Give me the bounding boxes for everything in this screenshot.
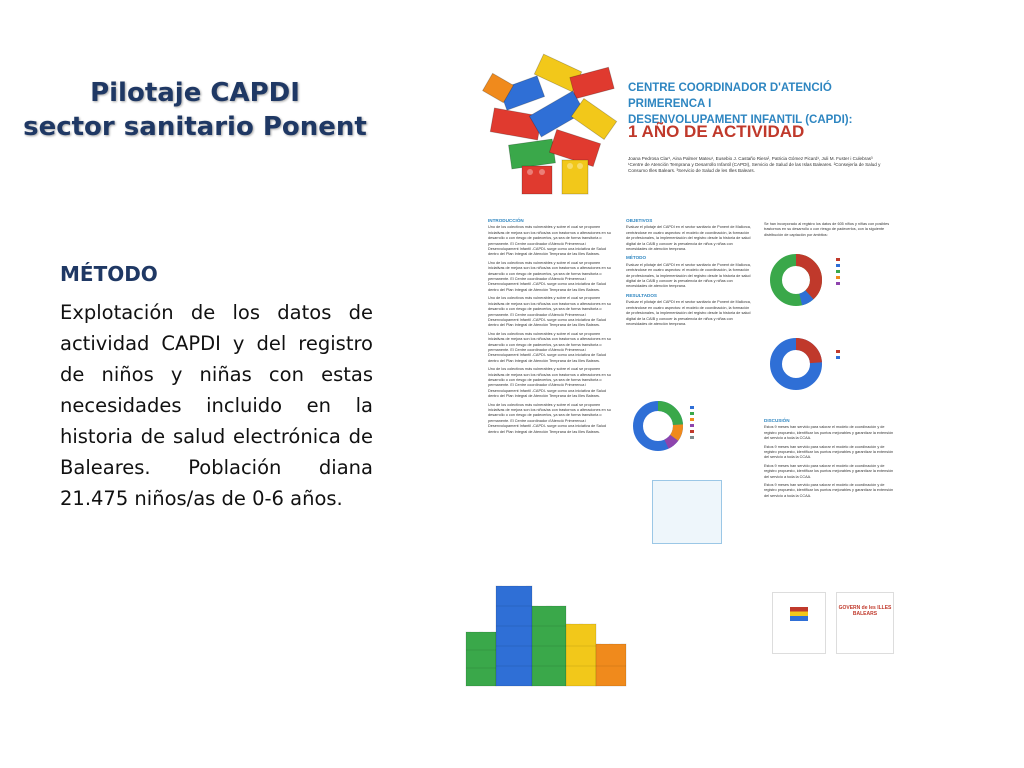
poster-column-3 [764, 222, 896, 244]
poster-intro-text-5: Uno de los colectivos más vulnerables y sobre el cual se proponen iniciativas de mejora son los niños/as con trastornos o alteraciones en su desarrollo o con riesgo de padecerlos, ya sea de forma transitoria o permanente. El Centre coordinador d'Atenció Primerenca i Desenvolupament Infantil -CAPDI- surge como una iniciativa de Salud dentro del Plan Integral de Atención Temprana de las Illes Balears. [488, 367, 611, 399]
poster-affiliations: ¹Centre de Atención Temprana y Desarrollo Infantil (CAPDI), Servicio de Salud de las Islas Baleares. ²Consejería de Salud y Consumo Illes Balears. ³Servicio de Salud de les Illes Balears. [628, 162, 881, 173]
method-heading: MÉTODO [60, 262, 158, 286]
poster-discussion-text-2: Estos 9 meses han servido para valorar el modelo de coordinación y de registro propuesto, identificar los puntos mejorables y garantizar la extensión del servicio a toda la CCAA. [764, 444, 894, 460]
lego-pile-top-icon [482, 52, 624, 198]
poster-course-image [652, 480, 722, 544]
poster-column-2 [626, 216, 754, 394]
poster-title-line1: CENTRE COORDINADOR D'ATENCIÓ PRIMERENCA I [628, 82, 832, 110]
poster-intro-text: Uno de los colectivos más vulnerables y sobre el cual se proponen iniciativas de mejora son los niños/as con trastornos o alteraciones en su desarrollo o con riesgo de padecerlos, ya sea de forma transitoria o permanente. El Centre coordinador d'Atenció Primerenca i Desenvolupament Infantil -CAPDI- surge como una iniciativa de Salud dentro del Plan Integral de Atención Temprana de las Illes Balears. [488, 225, 611, 257]
poster-authors-names: Joana Pedrosa Clar¹, Aina Palmer Mateu¹, Eusebio J. Castaño Riera², Patricia Gómez Picard¹, Juli M. Fuster i Culebras³ [628, 156, 873, 161]
poster-pie-chart-2 [762, 332, 898, 394]
poster-method-heading: MÉTODO [626, 255, 647, 261]
poster-discussion-text-4: Estos 9 meses han servido para valorar el modelo de coordinación y de registro propuesto, identificar los puntos mejorables y garantizar la extensión del servicio a toda la CCAA. [764, 483, 894, 498]
poster-intro-text-3: Uno de los colectivos más vulnerables y sobre el cual se proponen iniciativas de mejora son los niños/as con trastornos o alteraciones en su desarrollo o con riesgo de padecerlos, ya sea de forma transitoria o permanente. El Centre coordinador d'Atenció Primerenca i Desenvolupament Infantil -CAPDI- surge como una iniciativa de Salud dentro del Plan Integral de Atención Temprana de las Illes Balears. [488, 296, 611, 328]
govern-logo-text: GOVERN de les ILLES BALEARS [838, 605, 892, 617]
poster-title [628, 80, 898, 128]
poster-logos [772, 592, 894, 656]
poster-discussion-text: Estos 9 meses han servido para valorar el modelo de coordinación y de registro propuesto, identificar los puntos mejorables y garantizar la extensión del servicio a toda la CCAA. [764, 425, 894, 441]
poster-registry-text: Se han incorporado al registro los datos de 605 niños y niñas con posibles trastornos en su desarrollo o con riesgo de padecerlos, con la siguiente distribución de captación por ámbitos: [764, 222, 890, 237]
poster-image [462, 52, 900, 688]
poster-results-heading: RESULTADOS [626, 292, 657, 298]
poster-intro-text-6: Uno de los colectivos más vulnerables y sobre el cual se proponen iniciativas de mejora son los niños/as con trastornos o alteraciones en su desarrollo o con riesgo de padecerlos, ya sea de forma transitoria o permanente. El Centre coordinador d'Atenció Primerenca i Desenvolupament Infantil -CAPDI- surge como una iniciativa de Salud dentro del Plan Integral de Atención Temprana de las Illes Balears. [488, 402, 611, 434]
method-body: Explotación de los datos de actividad CAPDI y del registro de niños y niñas con estas necesidades incluido en la historia de salud electrónica de Baleares. Población diana 21.475 niños/as de 0-6 años. [60, 301, 373, 510]
poster-discussion-heading: DISCUSIÓN [764, 418, 790, 423]
poster-objectives-text: Evaluar el pilotaje del CAPDI en el sector sanitario de Ponent de Mallorca, centrándose en cuatro aspectos: el modelo de coordinación, la formación de profesionales, la implementación del registro desde la historia de salud digital de la CAIB y conocer la prevalencia de niños y niñas con necesidades de atención temprana. [626, 225, 751, 252]
slide-title [20, 76, 370, 144]
poster-intro-heading: INTRODUCCIÓN [488, 218, 524, 223]
poster-pie-chart-1 [762, 248, 898, 310]
lego-staircase-icon [462, 576, 630, 688]
poster-method-text: Evaluar el pilotaje del CAPDI en el sector sanitario de Ponent de Mallorca, centrándose en cuatro aspectos: el modelo de coordinación, la formación de profesionales, la implementación del registro desde la historia de salud digital de la CAIB y conocer la prevalencia de niños y niñas con necesidades de atención temprana. [626, 262, 751, 289]
poster-subtitle: 1 AÑO DE ACTIVIDAD [628, 122, 805, 141]
poster-intro-text-2: Uno de los colectivos más vulnerables y sobre el cual se proponen iniciativas de mejora son los niños/as con trastornos o alteraciones en su desarrollo o con riesgo de padecerlos, ya sea de forma transitoria o permanente. El Centre coordinador d'Atenció Primerenca i Desenvolupament Infantil -CAPDI- surge como una iniciativa de Salud dentro del Plan Integral de Atención Temprana de las Illes Balears. [488, 260, 611, 292]
poster-objectives-heading: OBJETIVOS [626, 218, 653, 223]
poster-authors [628, 156, 894, 174]
poster-title-line2: DESENVOLUPAMENT INFANTIL (CAPDI): [628, 114, 853, 126]
poster-results-text: Evaluar el pilotaje del CAPDI en el sector sanitario de Ponent de Mallorca, centrándose en cuatro aspectos: el modelo de coordinación, la formación de profesionales, la implementación del registro desde la historia de salud digital de la CAIB y conocer la prevalencia de niños y niñas con necesidades de atención temprana. [626, 300, 751, 326]
capdi-logo [772, 592, 826, 654]
govern-illes-balears-logo [836, 592, 894, 654]
slide-title-line1: Pilotaje CAPDI [90, 78, 300, 108]
poster-intro-text-4: Uno de los colectivos más vulnerables y sobre el cual se proponen iniciativas de mejora son los niños/as con trastornos o alteraciones en su desarrollo o con riesgo de padecerlos, ya sea de forma transitoria o permanente. El Centre coordinador d'Atenció Primerenca i Desenvolupament Infantil -CAPDI- surge como una iniciativa de Salud dentro del Plan Integral de Atención Temprana de las Illes Balears. [488, 331, 611, 363]
slide-title-line2: sector sanitario Ponent [23, 112, 367, 142]
poster-column-1 [488, 216, 616, 570]
poster-pie-chart-3 [628, 396, 752, 456]
poster-discussion-text-3: Estos 9 meses han servido para valorar el modelo de coordinación y de registro propuesto, identificar los puntos mejorables y garantizar la extensión del servicio a toda la CCAA. [764, 463, 894, 479]
poster-discussion [764, 416, 896, 586]
